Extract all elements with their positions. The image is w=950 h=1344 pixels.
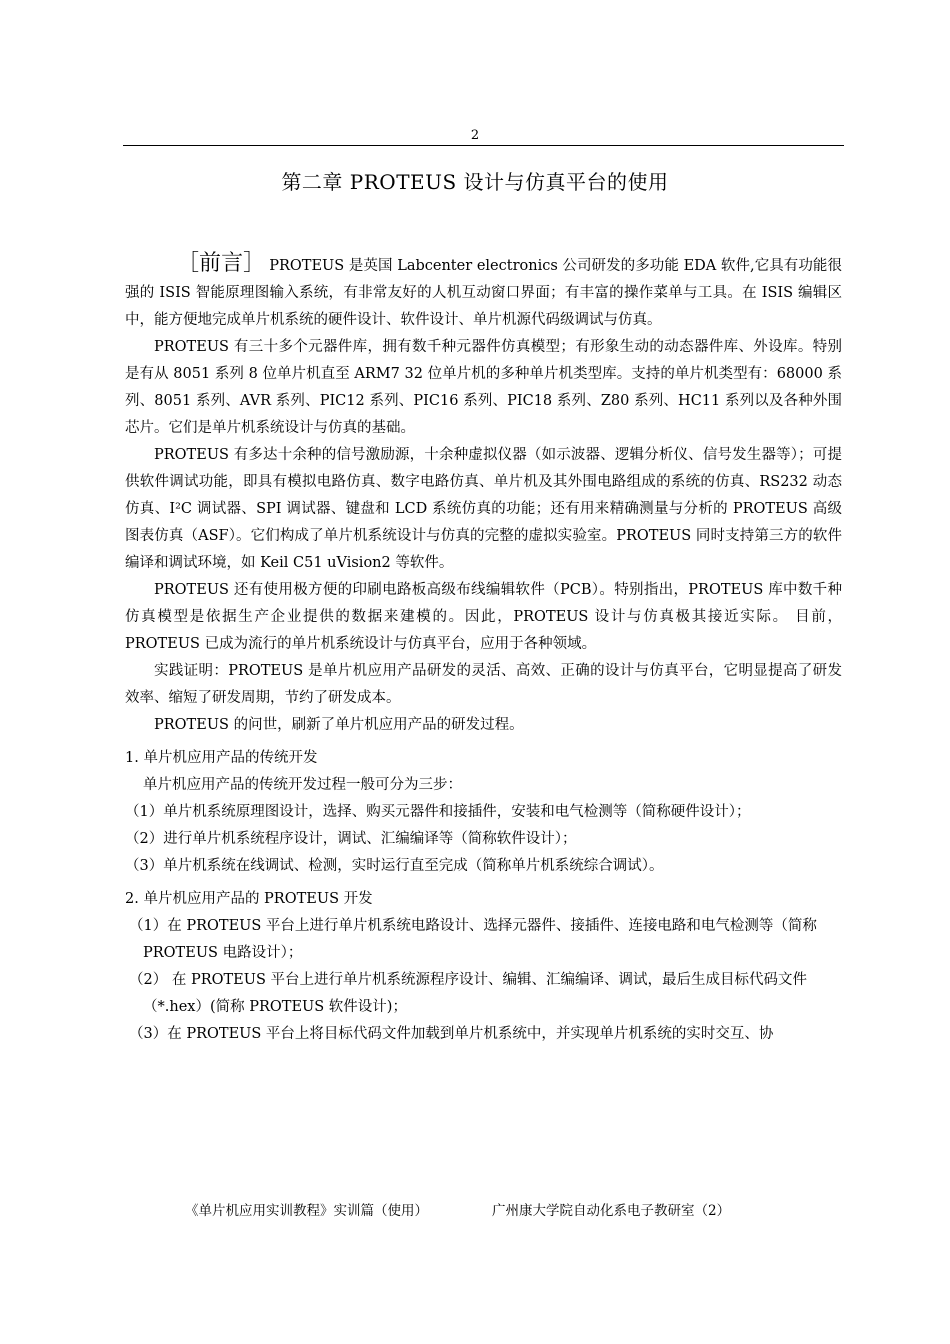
section-1-step-3: （3）单片机系统在线调试、检测，实时运行直至完成（简称单片机系统综合调试）。 (125, 858, 664, 874)
footer-department: 广州康大学院自动化系电子教研室（2） (492, 1203, 731, 1219)
preface-mark: ［前言］ (177, 251, 266, 276)
section-1-intro: 单片机应用产品的传统开发过程一般可分为三步： (143, 777, 462, 793)
chapter-title: 第二章 PROTEUS 设计与仿真平台的使用 (281, 170, 669, 194)
section-1-step-1: （1）单片机系统原理图设计，选择、购买元器件和接插件，安装和电气检测等（简称硬件设计）； (125, 804, 751, 820)
section-1-step-2: （2）进行单片机系统程序设计，调试、汇编编译等（简称软件设计）； (125, 831, 577, 847)
preface-paragraph-2: PROTEUS 有三十多个元器件库，拥有数千种元器件仿真模型；有形象生动的动态器件库、外设库。特别是有从 8051 系列 8 位单片机直至 ARM7 32 位单片机的多种单片机类型库。支持的单片机类型有：68000 系列、8051 系列、AVR 系列、PIC12 系列、PIC16 系列、PIC18 系列、Z80 系列、HC11 系列以及各种外围芯片。它们是单片机系统设计与仿真的基础。 (125, 339, 842, 436)
preface-paragraph-5: 实践证明：PROTEUS 是单片机应用产品研发的灵活、高效、正确的设计与仿真平台，它明显提高了研发效率、缩短了研发周期，节约了研发成本。 (125, 663, 842, 706)
page-number: 2 (470, 128, 480, 143)
preface-paragraph-1 (125, 250, 842, 334)
section-2-step-1: （1）在 PROTEUS 平台上进行单片机系统电路设计、选择元器件、接插件、连接电路和电气检测等（简称 PROTEUS 电路设计）； (129, 918, 817, 961)
section-2-heading: 2. 单片机应用产品的 PROTEUS 开发 (125, 891, 373, 907)
preface-paragraph-6: PROTEUS 的问世，刷新了单片机应用产品的研发过程。 (154, 717, 524, 733)
section-1-heading: 1. 单片机应用产品的传统开发 (125, 750, 318, 766)
preface-paragraph-4: PROTEUS 还有使用极方便的印刷电路板高级布线编辑软件（PCB）。特别指出，PROTEUS 库中数千种仿真模型是依据生产企业提供的数据来建模的。因此，PROTEUS 设计与仿真极其接近实际。 目前，PROTEUS 已成为流行的单片机系统设计与仿真平台，应用于各种领域。 (125, 582, 842, 652)
section-2-step-3: （3）在 PROTEUS 平台上将目标代码文件加载到单片机系统中，并实现单片机系统的实时交互、协 (129, 1026, 774, 1042)
body-text (125, 250, 842, 1048)
footer-book-title: 《单片机应用实训教程》实训篇（使用） (185, 1203, 428, 1219)
preface-text-1: PROTEUS 是英国 Labcenter electronics 公司研发的多功能 EDA 软件,它具有功能很强的 ISIS 智能原理图输入系统，有非常友好的人机互动窗口界面；有丰富的操作菜单与工具。在 ISIS 编辑区中，能方便地完成单片机系统的硬件设计、软件设计、单片机源代码级调试与仿真。 (125, 258, 842, 328)
section-2-step-2: （2） 在 PROTEUS 平台上进行单片机系统源程序设计、编辑、汇编编译、调试，最后生成目标代码文件（*.hex）(简称 PROTEUS 软件设计)； (129, 972, 808, 1015)
header-rule (123, 145, 844, 146)
preface-paragraph-3: PROTEUS 有多达十余种的信号激励源，十余种虚拟仪器（如示波器、逻辑分析仪、信号发生器等）；可提供软件调试功能，即具有模拟电路仿真、数字电路仿真、单片机及其外围电路组成的系统的仿真、RS232 动态仿真、I²C 调试器、SPI 调试器、键盘和 LCD 系统仿真的功能；还有用来精确测量与分析的 PROTEUS 高级图表仿真（ASF）。它们构成了单片机系统设计与仿真的完整的虚拟实验室。PROTEUS 同时支持第三方的软件编译和调试环境，如 Keil C51 uVision2 等软件。 (125, 447, 842, 571)
